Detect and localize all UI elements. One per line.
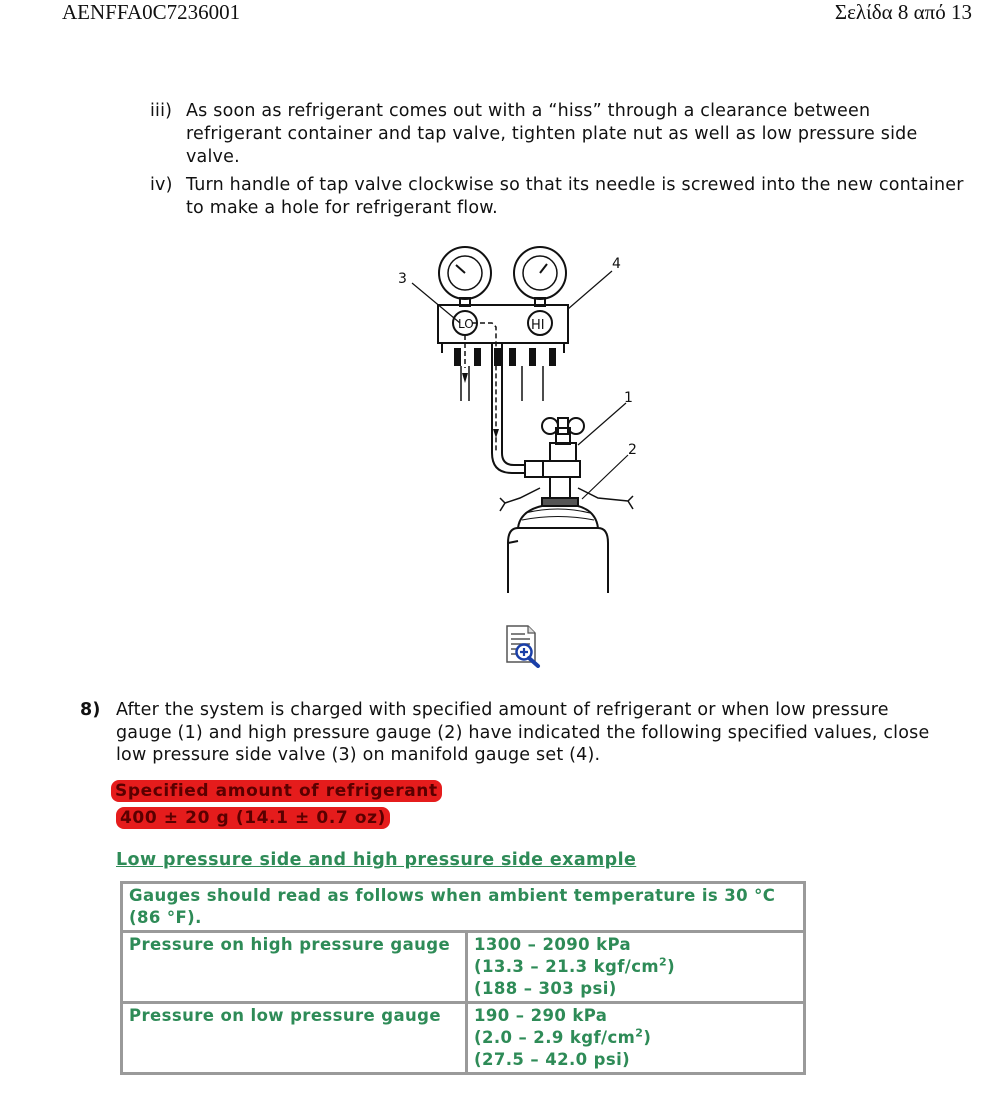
- low-psi: (27.5 – 42.0 psi): [474, 1050, 631, 1069]
- table-header-row: [122, 883, 805, 932]
- specified-amount-value: 400 ± 20 g (14.1 ± 0.7 oz): [116, 807, 390, 829]
- high-psi: (188 – 303 psi): [474, 979, 617, 998]
- low-kgf: (2.0 – 2.9 kgf/$cm^2$): [474, 1026, 652, 1047]
- callout-1: 1: [624, 390, 633, 406]
- step-iv-text: Turn handle of tap valve clockwise so that its needle is screwed into the new container to make a hole for refrigerant flow.: [186, 175, 964, 218]
- table-row: [122, 1003, 805, 1074]
- step-8-number: 8): [80, 700, 101, 720]
- manifold-gauge-diagram: [390, 243, 650, 603]
- step-iii-text: As soon as refrigerant comes out with a “hiss” through a clearance between refrigerant container and tap valve, tighten plate nut as well as low pressure side valve.: [186, 101, 918, 167]
- callout-2: 2: [628, 442, 637, 458]
- high-pressure-values: [467, 932, 805, 1003]
- step-iv: [150, 174, 970, 220]
- callout-4: 4: [612, 256, 621, 272]
- high-kgf: (13.3 – 21.3 kgf/$cm^2$): [474, 955, 676, 976]
- high-kpa: 1300 – 2090 kPa: [474, 935, 632, 954]
- magnify-document-icon[interactable]: [504, 624, 544, 668]
- table-row: [122, 932, 805, 1003]
- step-iii-number: iii): [150, 101, 173, 121]
- step-8: [80, 699, 950, 767]
- low-kpa: 190 – 290 kPa: [474, 1006, 608, 1025]
- table-header-cell: Gauges should read as follows when ambient temperature is 30 °C (86 °F).: [122, 883, 805, 932]
- hi-knob-label: HI: [531, 318, 545, 333]
- document-code: AENFFA0C7236001: [62, 0, 241, 24]
- pressure-example-heading: Low pressure side and high pressure side example: [116, 850, 637, 870]
- high-pressure-label: Pressure on high pressure gauge: [122, 932, 467, 1003]
- lo-knob-label: LO: [458, 317, 474, 331]
- step-iii: [150, 100, 970, 169]
- low-pressure-values: [467, 1003, 805, 1074]
- specified-amount-title: Specified amount of refrigerant: [111, 780, 442, 802]
- pressure-spec-table: [120, 881, 806, 1075]
- step-8-text: After the system is charged with specified amount of refrigerant or when low pressure gauge (1) and high pressure gauge (2) have indicated the following specified values, close low pressure side valve (3) on manifold gauge set (4).: [116, 700, 930, 765]
- low-pressure-label: Pressure on low pressure gauge: [122, 1003, 467, 1074]
- callout-3: 3: [398, 271, 407, 287]
- step-iv-number: iv): [150, 175, 173, 195]
- page-indicator: Σελίδα 8 από 13: [834, 0, 972, 24]
